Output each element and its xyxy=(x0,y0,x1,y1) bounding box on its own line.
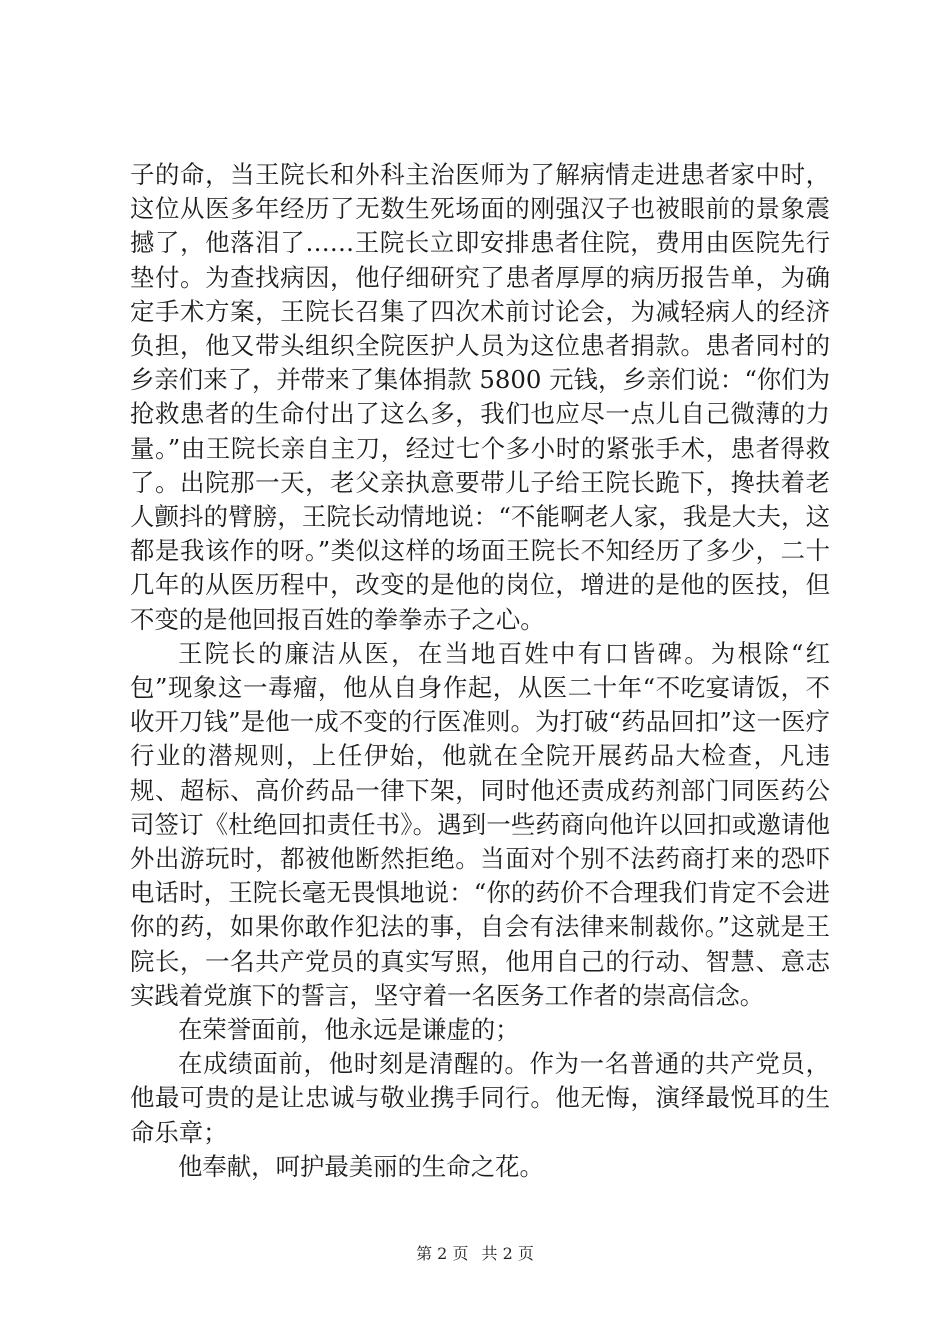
page-number-total: 共 2 页 xyxy=(481,1244,534,1263)
paragraph-honor: 在荣誉面前，他永远是谦虚的； xyxy=(178,1015,520,1045)
paragraph-dedication: 他奉献，呵护最美丽的生命之花。 xyxy=(178,1151,544,1181)
paragraph-integrity: 王院长的廉洁从医，在当地百姓中有口皆碑。为根除“红包”现象这一毒瘤，他从自身作起，从医二十年“不吃宴请饭，不收开刀钱”是他一成不变的行医准则。为打破“药品回扣”这一医疗行业的潜规则，上任伊始，他就在全院开展药品大检查，凡违规、超标、高价药品一律下架，同时他还责成药剂部门同医药公司签订《杜绝回扣责任书》。遇到一些药商向他许以回扣或邀请他外出游玩时，都被他断然拒绝。当面对个别不法药商打来的恐吓电话时，王院长毫无畏惧地说：“你的药价不合理我们肯定不会进你的药，如果你敢作犯法的事，自会有法律来制裁你。”这就是王院长，一名共产党员的真实写照，他用自己的行动、智慧、意志实践着党旗下的誓言，坚守着一名医务工作者的崇高信念。 xyxy=(130,638,830,1010)
page-footer xyxy=(0,1244,950,1264)
paragraph-achievement: 在成绩面前，他时刻是清醒的。作为一名普通的共产党员，他最可贵的是让忠诚与敬业携手同行。他无悔，演绎最悦耳的生命乐章； xyxy=(130,1049,830,1147)
document-body xyxy=(130,158,830,1184)
paragraph-continuation: 子的命，当王院长和外科主治医师为了解病情走进患者家中时，这位从医多年经历了无数生死场面的刚强汉子也被眼前的景象震撼了，他落泪了……王院长立即安排患者住院，费用由医院先行垫付。为查找病因，他仔细研究了患者厚厚的病历报告单，为确定手术方案，王院长召集了四次术前讨论会，为减轻病人的经济负担，他又带头组织全院医护人员为这位患者捐款。患者同村的乡亲们来了，并带来了集体捐款 5800 元钱，乡亲们说：“你们为抢救患者的生命付出了这么多，我们也应尽一点儿自己微薄的力量。”由王院长亲自主刀，经过七个多小时的紧张手术，患者得救了。出院那一天，老父亲执意要带儿子给王院长跪下，搀扶着老人颤抖的臂膀，王院长动情地说：“不能啊老人家，我是大夫，这都是我该作的呀。”类似这样的场面王院长不知经历了多少，二十几年的从医历程中，改变的是他的岗位，增进的是他的医技，但不变的是他回报百姓的拳拳赤子之心。 xyxy=(130,160,830,634)
page-number-current: 第 2 页 xyxy=(416,1244,469,1263)
